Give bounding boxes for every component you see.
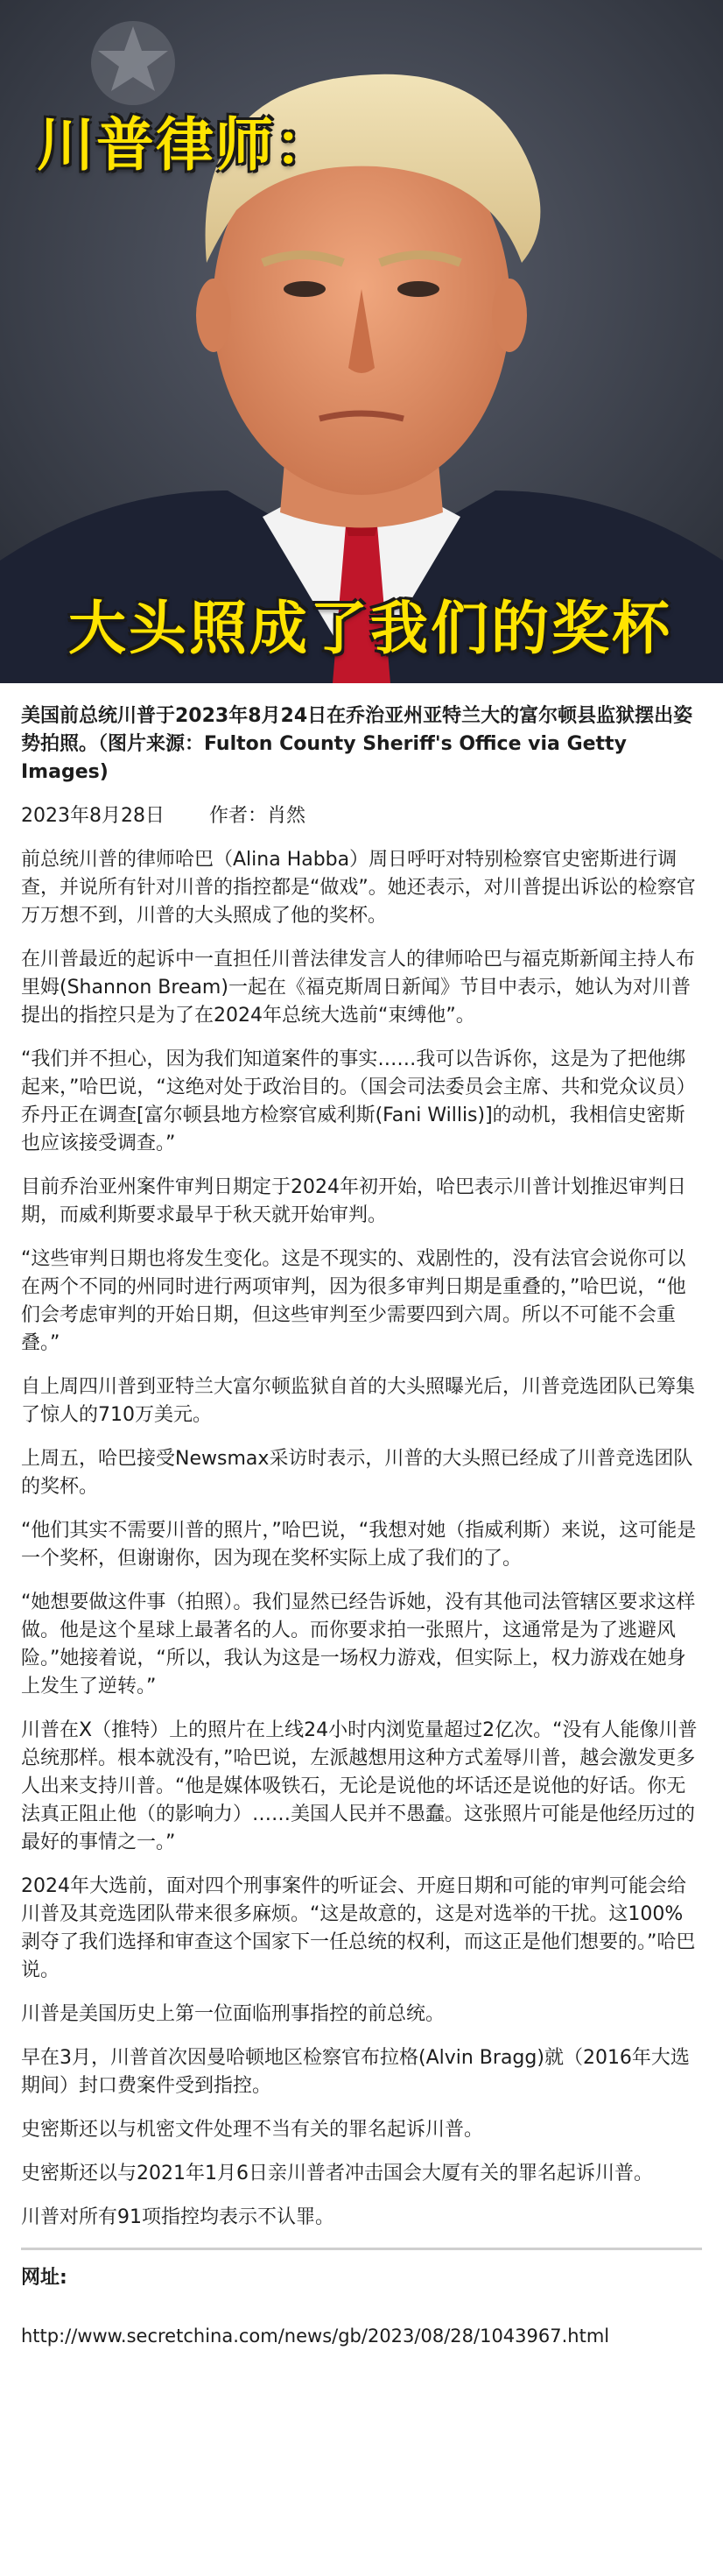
source-url-box (21, 2248, 702, 2351)
paragraph: 在川普最近的起诉中一直担任川普法律发言人的律师哈巴与福克斯新闻主持人布里姆(Shannon Bream)一起在《福克斯周日新闻》节目中表示，她认为对川普提出的指控只是为了在2024年总统大选前“束缚他”。 (21, 949, 696, 1027)
article-body (0, 683, 723, 2351)
paragraph: 自上周四川普到亚特兰大富尔顿监狱自首的大头照曝光后，川普竞选团队已筹集了惊人的710万美元。 (21, 1376, 696, 1426)
paragraph: 目前乔治亚州案件审判日期定于2024年初开始，哈巴表示川普计划推迟审判日期，而威利斯要求最早于秋天就开始审判。 (21, 1176, 686, 1226)
paragraph: 川普在X（推特）上的照片在上线24小时内浏览量超过2亿次。“没有人能像川普总统那样。根本就没有，”哈巴说，左派越想用这种方式羞辱川普，越会激发更多人出来支持川普。“他是媒体吸铁石，无论是说他的坏话还是说他的好话。你无法真正阻止他（的影响力）……美国人民并不愚蠢。这张照片可能是他经历过的最好的事情之一。” (21, 1719, 698, 1853)
paragraph: “她想要做这件事（拍照）。我们显然已经告诉她，没有其他司法管辖区要求这样做。他是这个星球上最著名的人。而你要求拍一张照片，这通常是为了逃避风险。”她接着说，“所以，我认为这是一场权力游戏，但实际上，权力游戏在她身上发生了逆转。” (21, 1591, 696, 1697)
paragraph: “他们其实不需要川普的照片，”哈巴说，“我想对她（指威利斯）来说，这可能是一个奖杯，但谢谢你，因为现在奖杯实际上成了我们的了。 (21, 1520, 697, 1570)
image-title-overlay: 川普律师： (37, 111, 334, 179)
publish-date: 2023年8月28日 (21, 805, 165, 827)
author: 作者：肖然 (208, 805, 305, 827)
paragraph: “这些审判日期也将发生变化。这是不现实的、戏剧性的，没有法官会说你可以在两个不同的州同时进行两项审判，因为很多审判日期是重叠的，”哈巴说，“他们会考虑审判的开始日期，但这些审判至少需要四到六周。所以不可能不会重叠。” (21, 1248, 686, 1354)
paragraph: 上周五，哈巴接受Newsmax采访时表示，川普的大头照已经成了川普竞选团队的奖杯。 (21, 1448, 693, 1498)
image-caption-overlay: 大头照成了我们的奖杯 (68, 595, 672, 662)
source-url-link[interactable]: http://www.secretchina.com/news/gb/2023/08/28/1043967.html (21, 2325, 610, 2347)
paragraph: 史密斯还以与机密文件处理不当有关的罪名起诉川普。 (21, 2119, 484, 2141)
sheriff-badge-icon (91, 21, 175, 105)
paragraph: 2024年大选前，面对四个刑事案件的听证会、开庭日期和可能的审判可能会给川普及其竞选团队带来很多麻烦。“这是故意的，这是对选举的干扰。这100%剥夺了我们选择和审查这个国家下一任总统的权利，而这正是他们想要的。”哈巴说。 (21, 1875, 696, 1981)
article-meta (21, 802, 702, 830)
url-label: 网址: (21, 2267, 67, 2289)
paragraph: “我们并不担心，因为我们知道案件的事实……我可以告诉你，这是为了把他绑起来，”哈巴说，“这绝对处于政治目的。（国会司法委员会主席、共和党众议员）乔丹正在调查[富尔顿县地方检察官威利斯(Fani Willis)]的动机，我相信史密斯也应该接受调查。” (21, 1048, 696, 1154)
paragraph: 史密斯还以与2021年1月6日亲川普者冲击国会大厦有关的罪名起诉川普。 (21, 2163, 653, 2184)
photo-caption: 美国前总统川普于2023年8月24日在乔治亚州亚特兰大的富尔顿县监狱摆出姿势拍照。（图片来源：Fulton County Sheriff's Office via Getty Images) (21, 705, 693, 783)
paragraph: 早在3月，川普首次因曼哈顿地区检察官布拉格(Alvin Bragg)就（2016年大选期间）封口费案件受到指控。 (21, 2047, 690, 2097)
paragraph: 川普对所有91项指控均表示不认罪。 (21, 2206, 334, 2228)
mugshot-photo (0, 0, 723, 683)
paragraph: 前总统川普的律师哈巴（Alina Habba）周日呼吁对特别检察官史密斯进行调查，并说所有针对川普的指控都是“做戏”。她还表示，对川普提出诉讼的检察官万万想不到，川普的大头照成了他的奖杯。 (21, 849, 696, 927)
paragraph: 川普是美国历史上第一位面临刑事指控的前总统。 (21, 2003, 446, 2025)
